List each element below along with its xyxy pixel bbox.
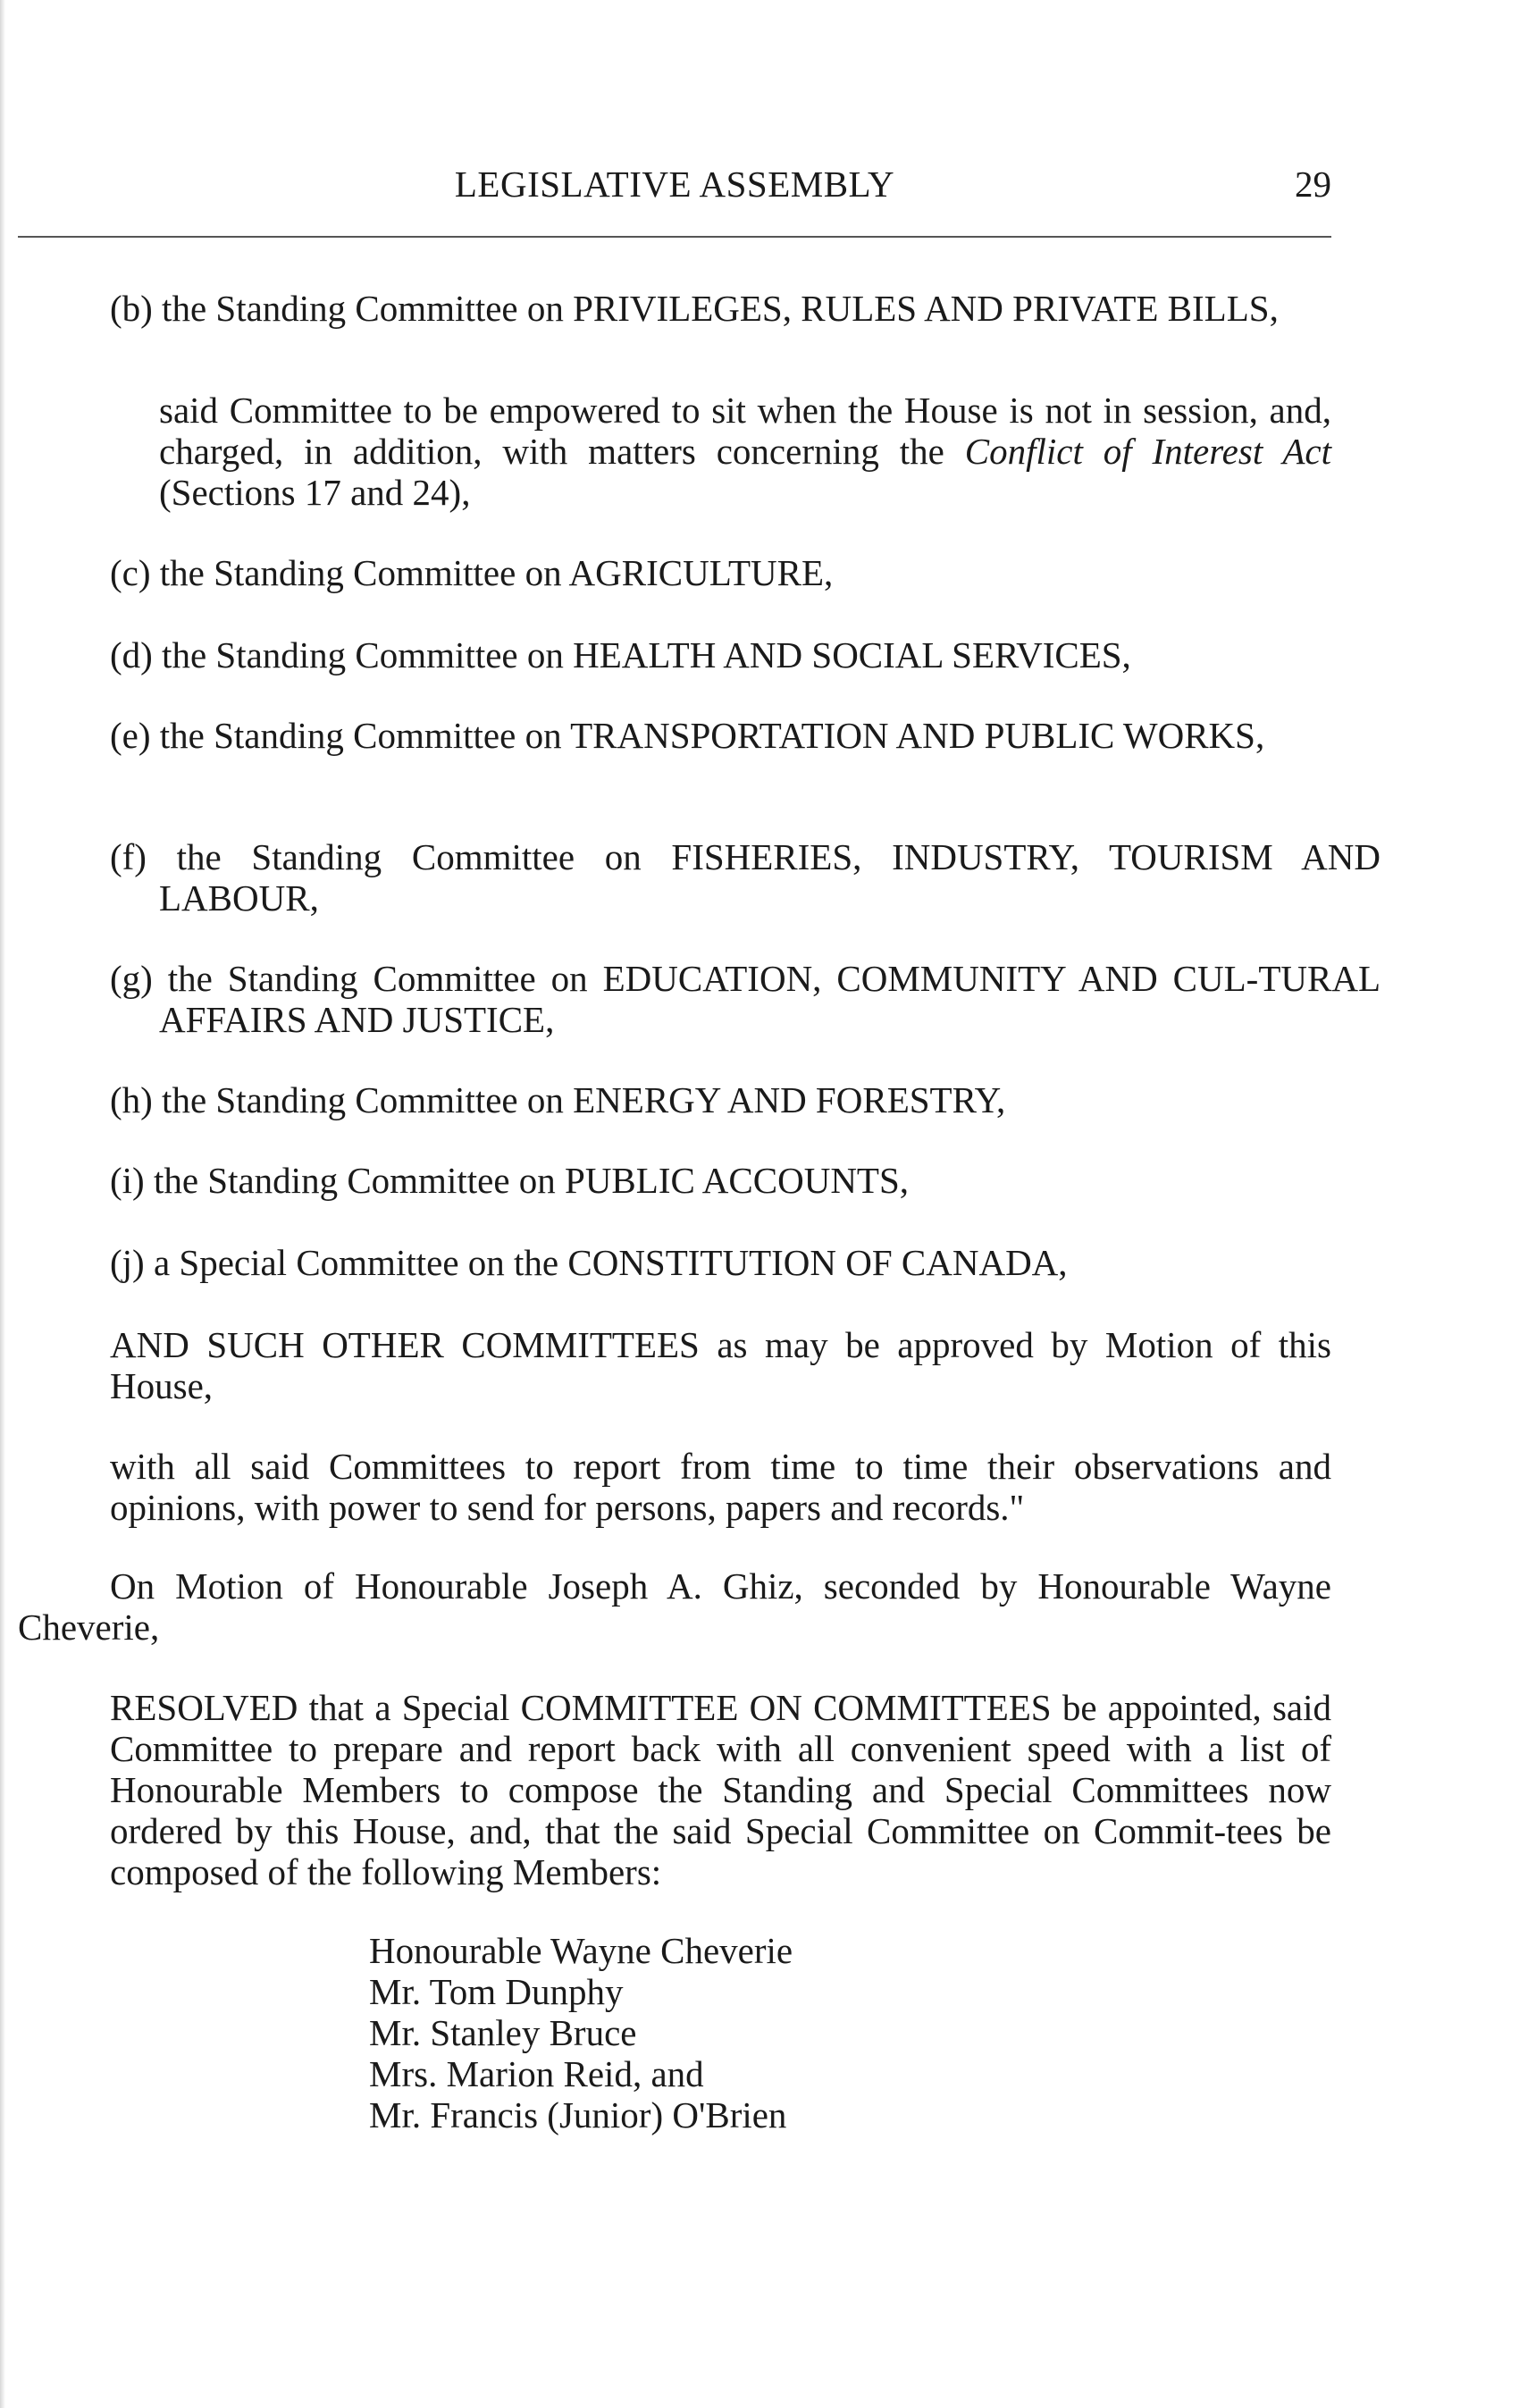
item-h: (h) the Standing Committee on ENERGY AND FORESTRY, bbox=[110, 1079, 1006, 1120]
motion-paragraph: On Motion of Honourable Joseph A. Ghiz, seconded by Honourable Wayne Cheverie, bbox=[18, 1565, 1331, 1648]
item-b-note bbox=[159, 390, 1331, 513]
members-list bbox=[369, 1930, 1173, 2135]
item-b-note-tail: (Sections 17 and 24), bbox=[159, 472, 471, 513]
item-c: (c) the Standing Committee on AGRICULTURE, bbox=[110, 552, 834, 593]
page-header bbox=[18, 164, 1331, 217]
item-b-note-italic: Conflict of Interest Act bbox=[964, 431, 1331, 472]
member-name: Mrs. Marion Reid, and bbox=[369, 2053, 704, 2094]
item-g: (g) the Standing Committee on EDUCATION, COMMUNITY AND CUL-TURAL AFFAIRS AND JUSTICE, bbox=[110, 958, 1381, 1040]
member-name: Mr. Tom Dunphy bbox=[369, 1971, 624, 2012]
item-b-note-text: said Committee to be empowered to sit when the House is not in session, and, charged, in addition, with matters concerning the bbox=[159, 390, 1331, 472]
member-name: Honourable Wayne Cheverie bbox=[369, 1930, 793, 1971]
header-title: LEGISLATIVE ASSEMBLY bbox=[454, 164, 895, 205]
item-d: (d) the Standing Committee on HEALTH AND SOCIAL SERVICES, bbox=[110, 634, 1131, 675]
scan-edge-shadow bbox=[0, 0, 5, 2408]
member-name: Mr. Francis (Junior) O'Brien bbox=[369, 2094, 787, 2135]
reporting-clause: with all said Committees to report from time to time their observations and opinions, with power to send for persons, papers and records." bbox=[110, 1446, 1331, 1528]
other-committees: AND SUCH OTHER COMMITTEES as may be approved by Motion of this House, bbox=[110, 1324, 1331, 1406]
page-number: 29 bbox=[1295, 164, 1331, 205]
item-f: (f) the Standing Committee on FISHERIES, INDUSTRY, TOURISM AND LABOUR, bbox=[110, 836, 1381, 919]
resolved-paragraph: RESOLVED that a Special COMMITTEE ON COMMITTEES be appointed, said Committee to prepare and report back with all convenient speed with a list of Honourable Members to compose the Standing and Special Committees now ordered by this House, and, that the said Special Committee on Commit-tees be composed of the following Members: bbox=[110, 1687, 1331, 1892]
member-name: Mr. Stanley Bruce bbox=[369, 2012, 637, 2053]
item-j: (j) a Special Committee on the CONSTITUTION OF CANADA, bbox=[110, 1242, 1068, 1283]
item-b: (b) the Standing Committee on PRIVILEGES, RULES AND PRIVATE BILLS, bbox=[110, 288, 1279, 329]
header-rule bbox=[18, 236, 1331, 238]
item-e: (e) the Standing Committee on TRANSPORTATION AND PUBLIC WORKS, bbox=[110, 715, 1265, 756]
item-i: (i) the Standing Committee on PUBLIC ACCOUNTS, bbox=[110, 1160, 910, 1201]
